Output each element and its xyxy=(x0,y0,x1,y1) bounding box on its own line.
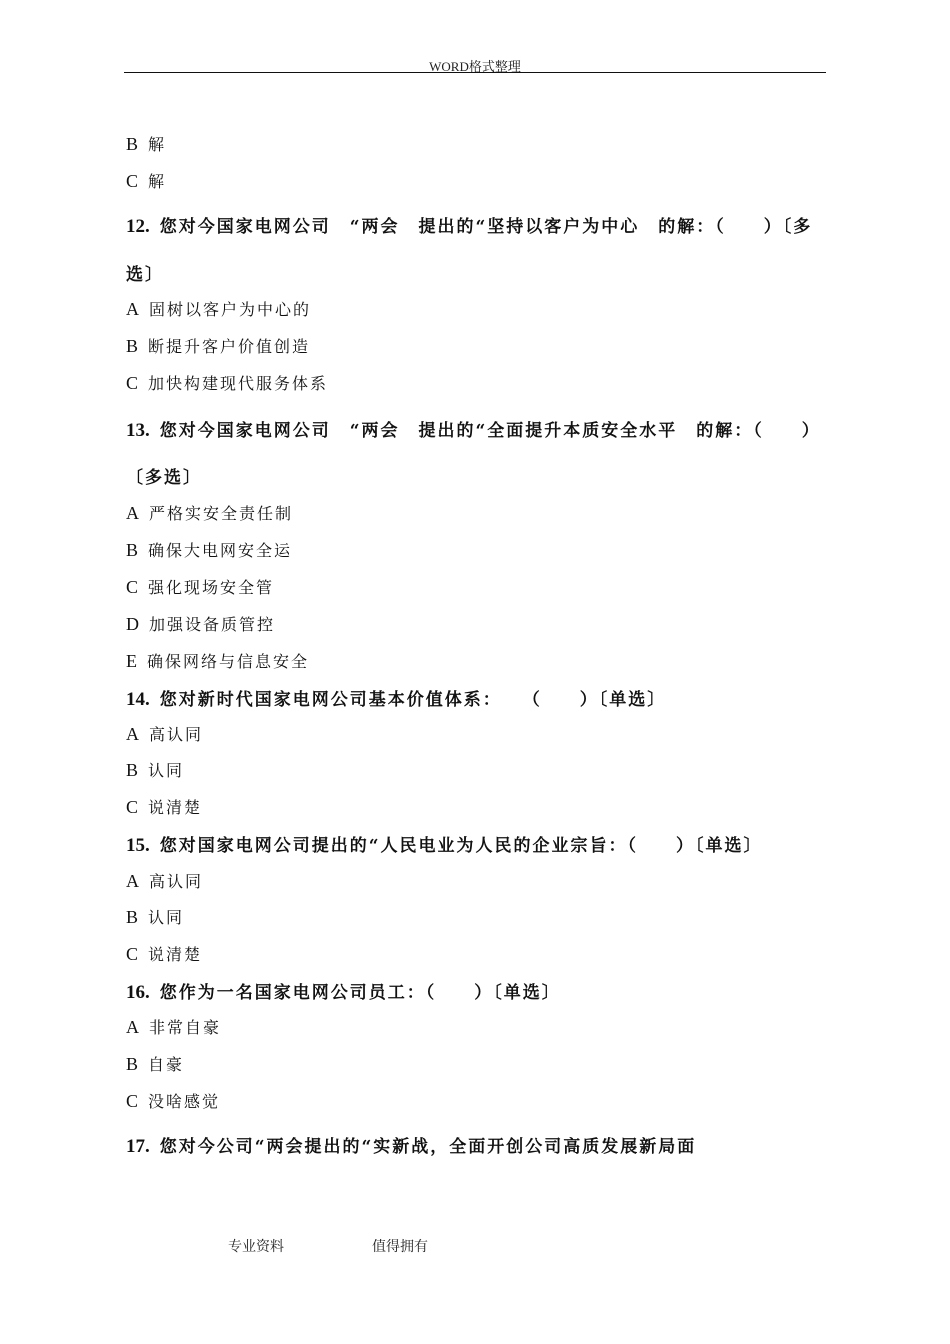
question-number: 17. xyxy=(126,1136,150,1157)
option-text: 严格实安全责任制 xyxy=(149,504,294,523)
question-text: 选〕 xyxy=(126,265,164,285)
option-line xyxy=(126,795,202,818)
option-line xyxy=(126,132,166,155)
option-text: 解 xyxy=(148,172,167,191)
option-line xyxy=(126,334,310,357)
option-letter: B xyxy=(126,336,139,356)
question-line xyxy=(126,978,561,1004)
option-line xyxy=(126,1015,221,1038)
option-line xyxy=(126,905,184,928)
option-letter: A xyxy=(126,299,139,319)
question-line xyxy=(126,1132,696,1158)
option-line xyxy=(126,575,274,598)
option-letter: C xyxy=(126,171,139,191)
option-text: 自豪 xyxy=(148,1055,185,1074)
question-line xyxy=(126,831,763,857)
option-line xyxy=(126,1052,184,1075)
option-line xyxy=(126,758,184,781)
option-line xyxy=(126,612,275,635)
question-line xyxy=(126,212,812,238)
question-text: 您对今国家电网公司 “两会 提出的“坚持以客户为中心 的解：（ ）〔多 xyxy=(159,217,813,237)
option-letter: C xyxy=(126,1091,139,1111)
question-line xyxy=(126,416,821,442)
option-text: 认同 xyxy=(148,761,185,780)
question-number: 15. xyxy=(126,835,150,856)
option-line xyxy=(126,722,203,745)
question-number: 13. xyxy=(126,420,150,441)
header-rule xyxy=(124,72,826,73)
option-letter: A xyxy=(126,1017,139,1037)
option-text: 没啥感觉 xyxy=(148,1092,221,1111)
option-letter: A xyxy=(126,503,139,523)
option-text: 非常自豪 xyxy=(149,1018,222,1037)
option-letter: A xyxy=(126,724,139,744)
option-text: 认同 xyxy=(148,908,185,927)
option-text: 加快构建现代服务体系 xyxy=(148,374,329,393)
option-text: 强化现场安全管 xyxy=(148,578,275,597)
option-letter: C xyxy=(126,373,139,393)
option-line xyxy=(126,371,328,394)
option-text: 固树以客户为中心的 xyxy=(149,300,312,319)
page-header: WORD格式整理 xyxy=(429,59,521,74)
option-line xyxy=(126,649,309,672)
option-line xyxy=(126,538,292,561)
option-letter: B xyxy=(126,760,139,780)
option-letter: E xyxy=(126,651,137,671)
question-number: 12. xyxy=(126,216,150,237)
question-line xyxy=(126,260,164,285)
option-letter: B xyxy=(126,907,139,927)
question-number: 16. xyxy=(126,982,150,1003)
question-text: 您对国家电网公司提出的“人民电业为人民的企业宗旨：（ ）〔单选〕 xyxy=(159,836,763,856)
option-text: 解 xyxy=(148,135,167,154)
question-text: 〔多选〕 xyxy=(126,468,202,488)
option-text: 高认同 xyxy=(149,872,204,891)
option-letter: C xyxy=(126,797,139,817)
option-line xyxy=(126,1089,220,1112)
question-line xyxy=(126,685,666,711)
option-text: 确保大电网安全运 xyxy=(148,541,293,560)
option-text: 说清楚 xyxy=(148,945,203,964)
footer-left: 专业资料 xyxy=(228,1239,284,1255)
footer-right: 值得拥有 xyxy=(372,1239,428,1255)
question-text: 您对今国家电网公司 “两会 提出的“全面提升本质安全水平 的解：（ ） xyxy=(159,421,821,441)
option-line xyxy=(126,297,311,320)
question-text: 您作为一名国家电网公司员工：（ ）〔单选〕 xyxy=(159,983,561,1003)
option-letter: A xyxy=(126,871,139,891)
option-line xyxy=(126,869,203,892)
option-letter: B xyxy=(126,540,139,560)
option-letter: B xyxy=(126,134,139,154)
question-text: 您对新时代国家电网公司基本价值体系： （ ）〔单选〕 xyxy=(159,690,667,710)
option-line xyxy=(126,169,166,192)
option-letter: B xyxy=(126,1054,139,1074)
option-text: 加强设备质管控 xyxy=(149,615,276,634)
option-text: 高认同 xyxy=(149,725,204,744)
option-text: 说清楚 xyxy=(148,798,203,817)
option-letter: C xyxy=(126,577,139,597)
option-letter: D xyxy=(126,614,139,634)
question-number: 14. xyxy=(126,689,150,710)
option-line xyxy=(126,501,293,524)
option-line xyxy=(126,942,202,965)
question-line xyxy=(126,463,202,488)
question-text: 您对今公司“两会提出的“实新战，全面开创公司高质发展新局面 xyxy=(159,1137,697,1157)
option-text: 确保网络与信息安全 xyxy=(147,652,310,671)
option-text: 断提升客户价值创造 xyxy=(148,337,311,356)
option-letter: C xyxy=(126,944,139,964)
